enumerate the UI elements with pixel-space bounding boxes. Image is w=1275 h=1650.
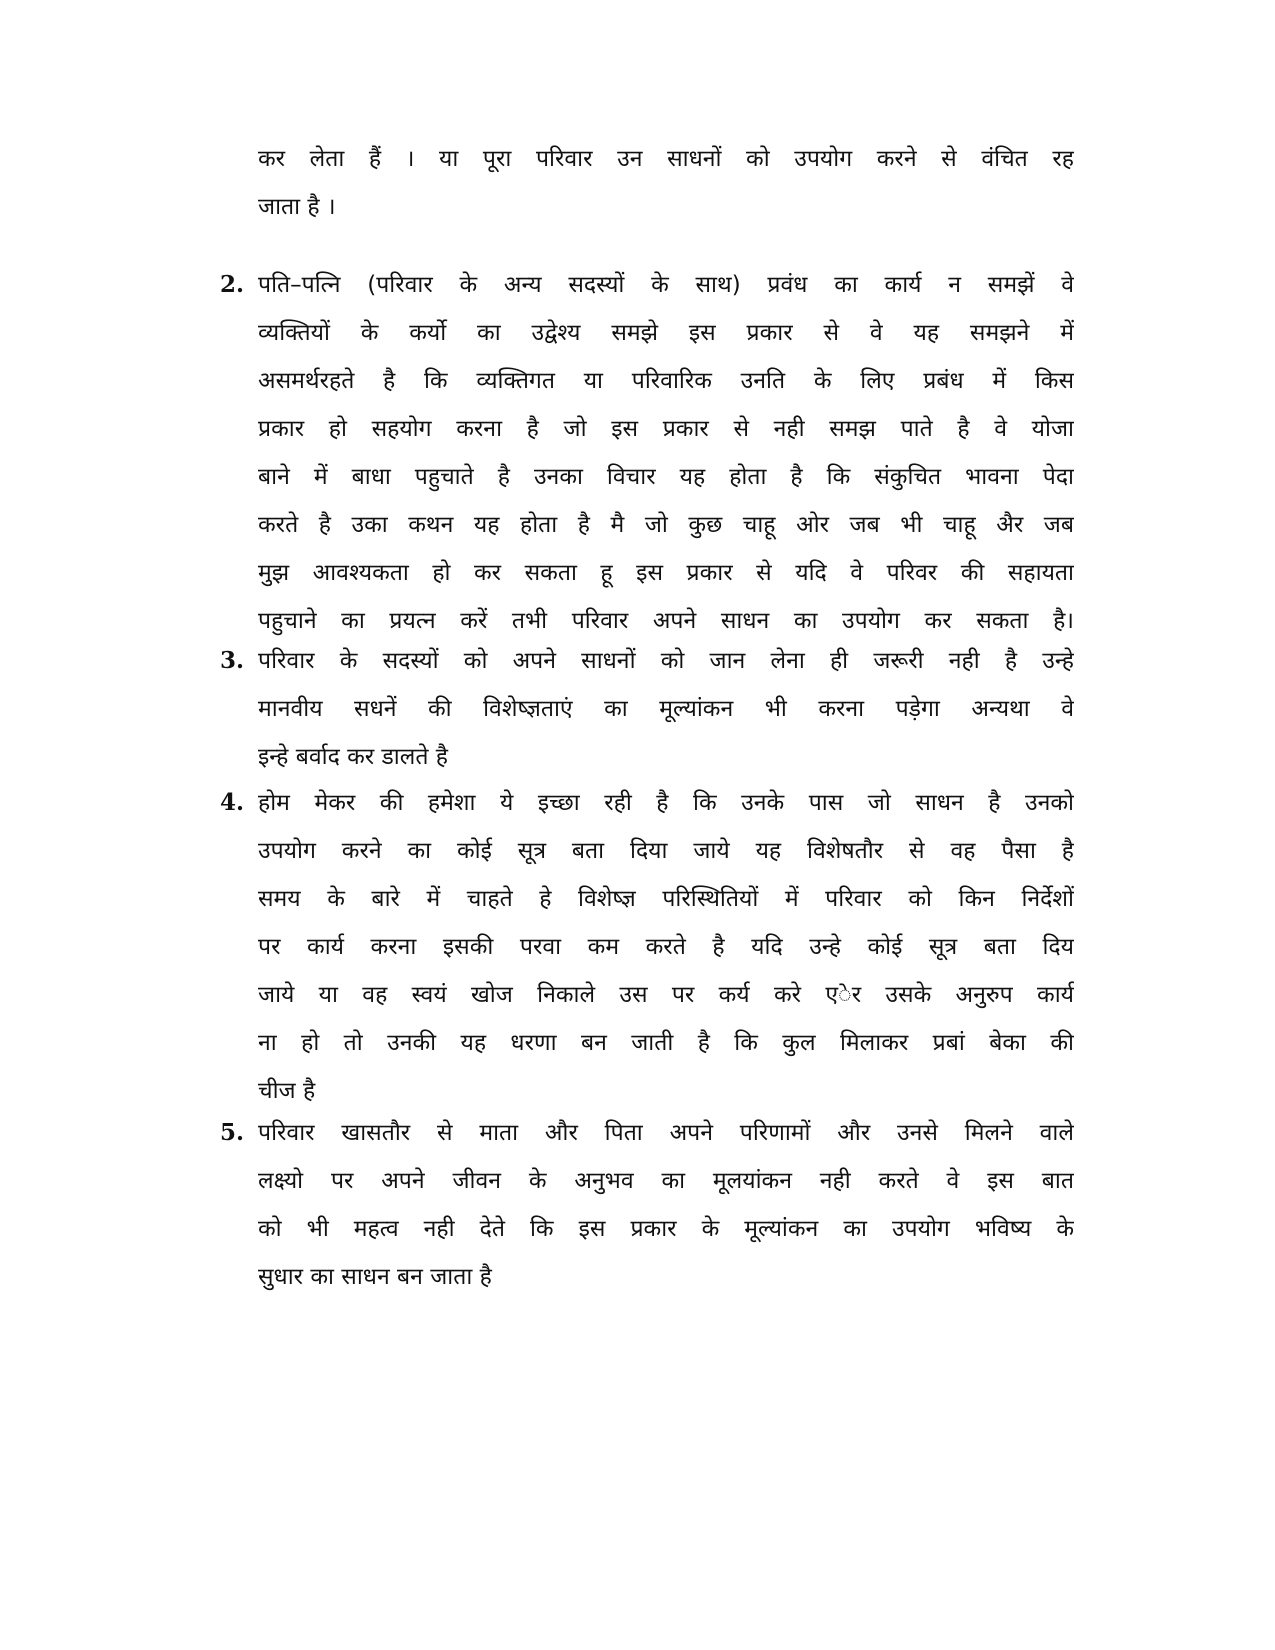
paragraph-line: इन्हे बर्वाद कर डालते है: [258, 744, 448, 770]
list-item-number: 4.: [220, 789, 245, 816]
paragraph-line: को भी महत्व नही देते कि इस प्रकार के मूल्यांकन का उपयोग भविष्य के: [258, 1216, 1074, 1242]
paragraph-line: असमर्थरहते है कि व्यक्तिगत या परिवारिक उनति के लिए प्रबंध में किस: [258, 368, 1074, 394]
list-item-2: [220, 261, 1074, 645]
paragraph-line: कर लेता हैं । या पूरा परिवार उन साधनों को उपयोग करने से वंचित रह: [258, 146, 1074, 172]
paragraph-line: जाता है ।: [258, 194, 336, 220]
paragraph-line: जाये या वह स्वयं खोज निकाले उस पर कर्य करे एेर उसके अनुरुप कार्य: [258, 982, 1074, 1008]
paragraph-line: परिवार के सदस्यों को अपने साधनों को जान लेना ही जरूरी नही है उन्हे: [258, 648, 1074, 674]
list-item-number: 2.: [220, 271, 245, 298]
continuation-paragraph: [258, 135, 1074, 231]
paragraph-line: चीज है: [258, 1078, 316, 1104]
paragraph-line: पर कार्य करना इसकी परवा कम करते है यदि उन्हे कोई सूत्र बता दिय: [258, 934, 1074, 960]
list-item-number: 3.: [220, 647, 245, 674]
paragraph-line: व्यक्तियों के कर्यो का उद्वेश्य समझे इस प्रकार से वे यह समझने में: [258, 320, 1074, 346]
paragraph-line: सुधार का साधन बन जाता है: [258, 1264, 492, 1290]
paragraph-line: बाने में बाधा पहुचाते है उनका विचार यह होता है कि संकुचित भावना पेदा: [258, 464, 1074, 490]
paragraph-line: समय के बारे में चाहते हे विशेष्ज्ञ परिस्थितियों में परिवार को किन निर्देशों: [258, 886, 1074, 912]
paragraph-line: परिवार खासतौर से माता और पिता अपने परिणामों और उनसे मिलने वाले: [258, 1120, 1074, 1146]
paragraph-line: होम मेकर की हमेशा ये इच्छा रही है कि उनके पास जो साधन है उनको: [258, 790, 1074, 816]
paragraph-line: मुझ आवश्यकता हो कर सकता हू इस प्रकार से यदि वे परिवर की सहायता: [258, 560, 1074, 586]
paragraph-line: मानवीय सधनें की विशेष्ज्ञताएं का मूल्यांकन भी करना पड़ेगा अन्यथा वे: [258, 696, 1074, 722]
paragraph-line: लक्ष्यो पर अपने जीवन के अनुभव का मूलयांकन नही करते वे इस बात: [258, 1168, 1074, 1194]
paragraph-line: प्रकार हो सहयोग करना है जो इस प्रकार से नही समझ पाते है वे योजा: [258, 416, 1074, 442]
paragraph-line: उपयोग करने का कोई सूत्र बता दिया जाये यह विशेषतौर से वह पैसा है: [258, 838, 1074, 864]
list-item-5: [220, 1109, 1074, 1301]
paragraph-line: पति–पत्नि (परिवार के अन्य सदस्यों के साथ) प्रवंध का कार्य न समझें वे: [258, 272, 1074, 298]
paragraph-line: पहुचाने का प्रयत्न करें तभी परिवार अपने साधन का उपयोग कर सकता है।: [258, 608, 1074, 634]
list-item-number: 5.: [220, 1119, 245, 1146]
list-item-3: [220, 637, 1074, 781]
paragraph-line: ना हो तो उनकी यह धरणा बन जाती है कि कुल मिलाकर प्रबां बेका की: [258, 1030, 1074, 1056]
list-item-4: [220, 779, 1074, 1115]
paragraph-line: करते है उका कथन यह होता है मै जो कुछ चाहू ओर जब भी चाहू अैर जब: [258, 512, 1074, 538]
